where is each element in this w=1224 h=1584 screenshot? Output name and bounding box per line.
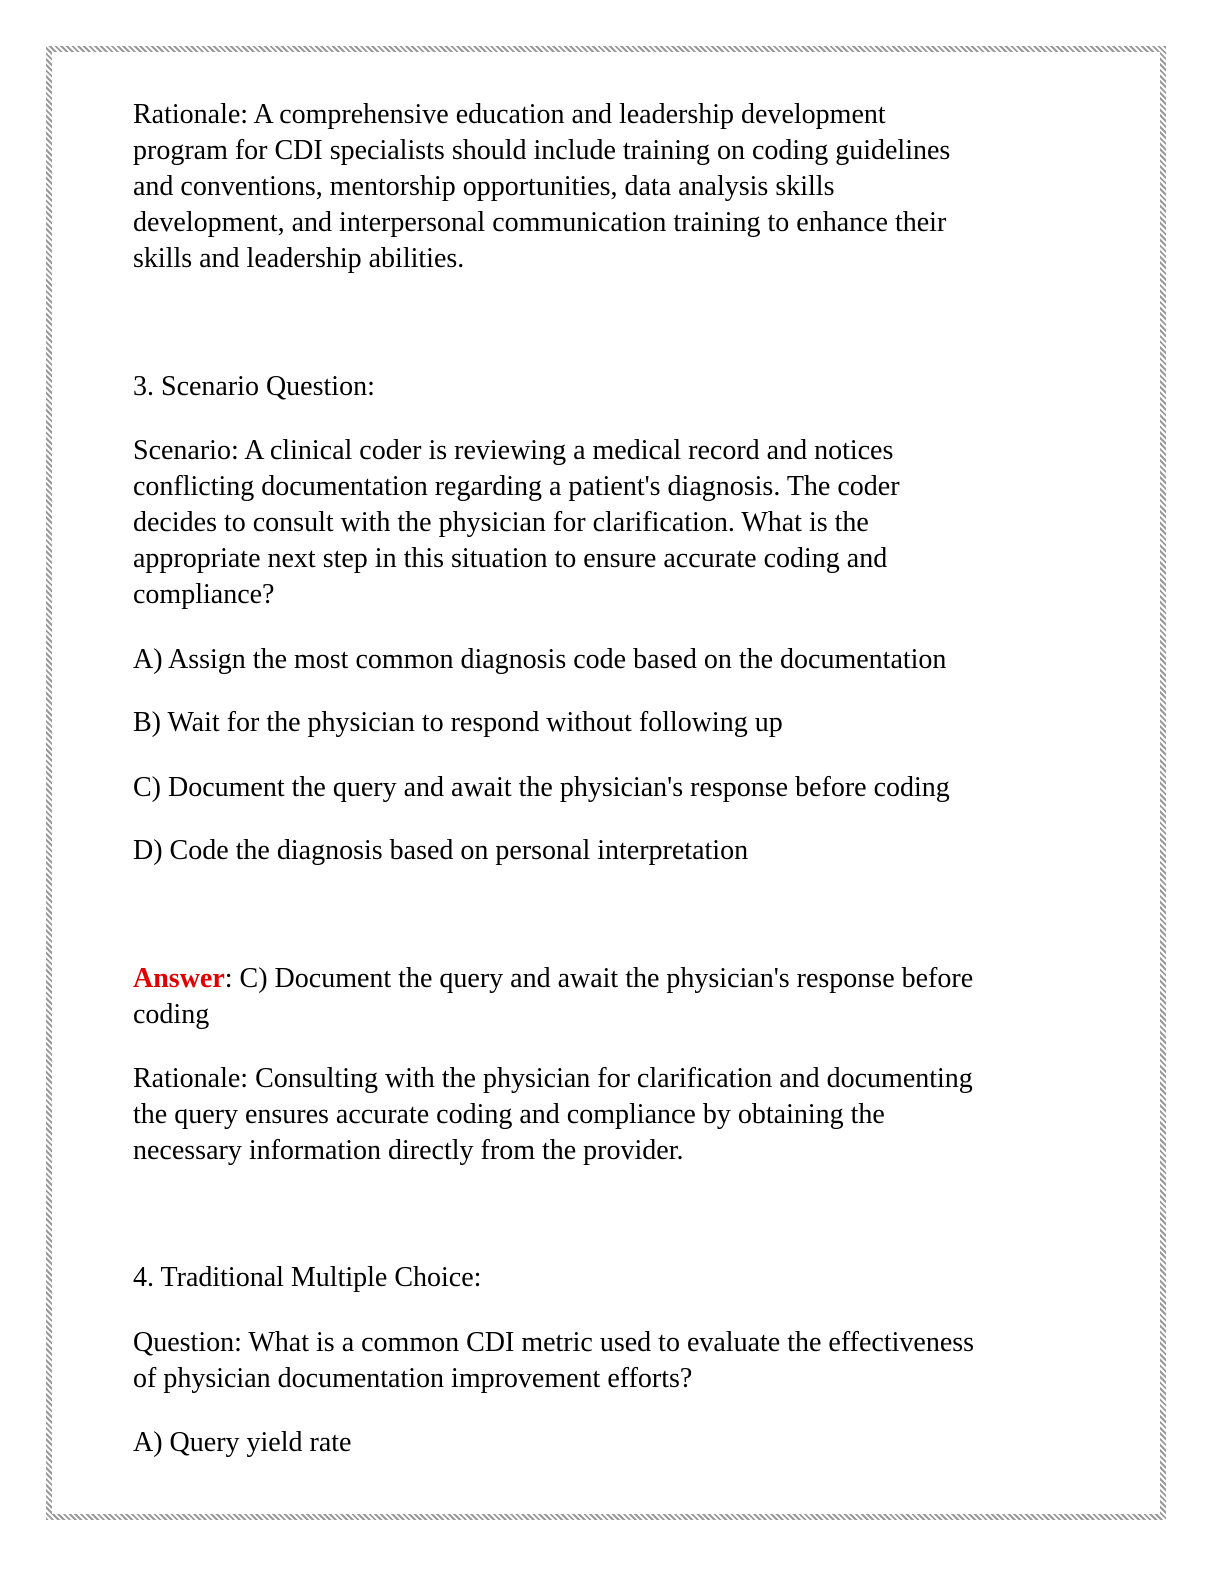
question-3-heading: 3. Scenario Question: xyxy=(133,371,375,402)
text-line: of physician documentation improvement efforts? xyxy=(133,1363,693,1394)
text-line: and conventions, mentorship opportunities, data analysis skills xyxy=(133,171,835,202)
question-4-text xyxy=(133,1325,974,1397)
text-line: Rationale: Consulting with the physician for clarification and documenting xyxy=(133,1063,973,1094)
text-line: Rationale: A comprehensive education and leadership development xyxy=(133,99,886,130)
text-line: necessary information directly from the provider. xyxy=(133,1135,684,1166)
option-a: A) Assign the most common diagnosis code based on the documentation xyxy=(133,644,947,675)
text-line: Question: What is a common CDI metric used to evaluate the effectiveness xyxy=(133,1327,975,1358)
q4-option-a: A) Query yield rate xyxy=(133,1427,352,1458)
option-c: C) Document the query and await the physician's response before coding xyxy=(133,772,950,803)
text-line: Scenario: A clinical coder is reviewing a medical record and notices xyxy=(133,435,894,466)
text-line: skills and leadership abilities. xyxy=(133,243,465,274)
answer-label: Answer xyxy=(133,963,225,994)
previous-rationale xyxy=(133,97,950,277)
question-3-rationale xyxy=(133,1061,973,1169)
text-line: decides to consult with the physician for clarification. What is the xyxy=(133,507,869,538)
option-b: B) Wait for the physician to respond without following up xyxy=(133,707,783,738)
answer-text-continued: coding xyxy=(133,999,210,1030)
question-4-heading: 4. Traditional Multiple Choice: xyxy=(133,1262,482,1293)
text-line: program for CDI specialists should include training on coding guidelines xyxy=(133,135,951,166)
text-line: the query ensures accurate coding and compliance by obtaining the xyxy=(133,1099,885,1130)
text-line: appropriate next step in this situation to ensure accurate coding and xyxy=(133,543,888,574)
text-line: compliance? xyxy=(133,579,275,610)
option-d: D) Code the diagnosis based on personal interpretation xyxy=(133,835,749,866)
text-line: development, and interpersonal communication training to enhance their xyxy=(133,207,947,238)
answer-text: : C) Document the query and await the physician's response before xyxy=(224,963,974,994)
question-3-scenario xyxy=(133,433,900,613)
text-line: conflicting documentation regarding a patient's diagnosis. The coder xyxy=(133,471,900,502)
question-3-answer xyxy=(133,961,973,1033)
